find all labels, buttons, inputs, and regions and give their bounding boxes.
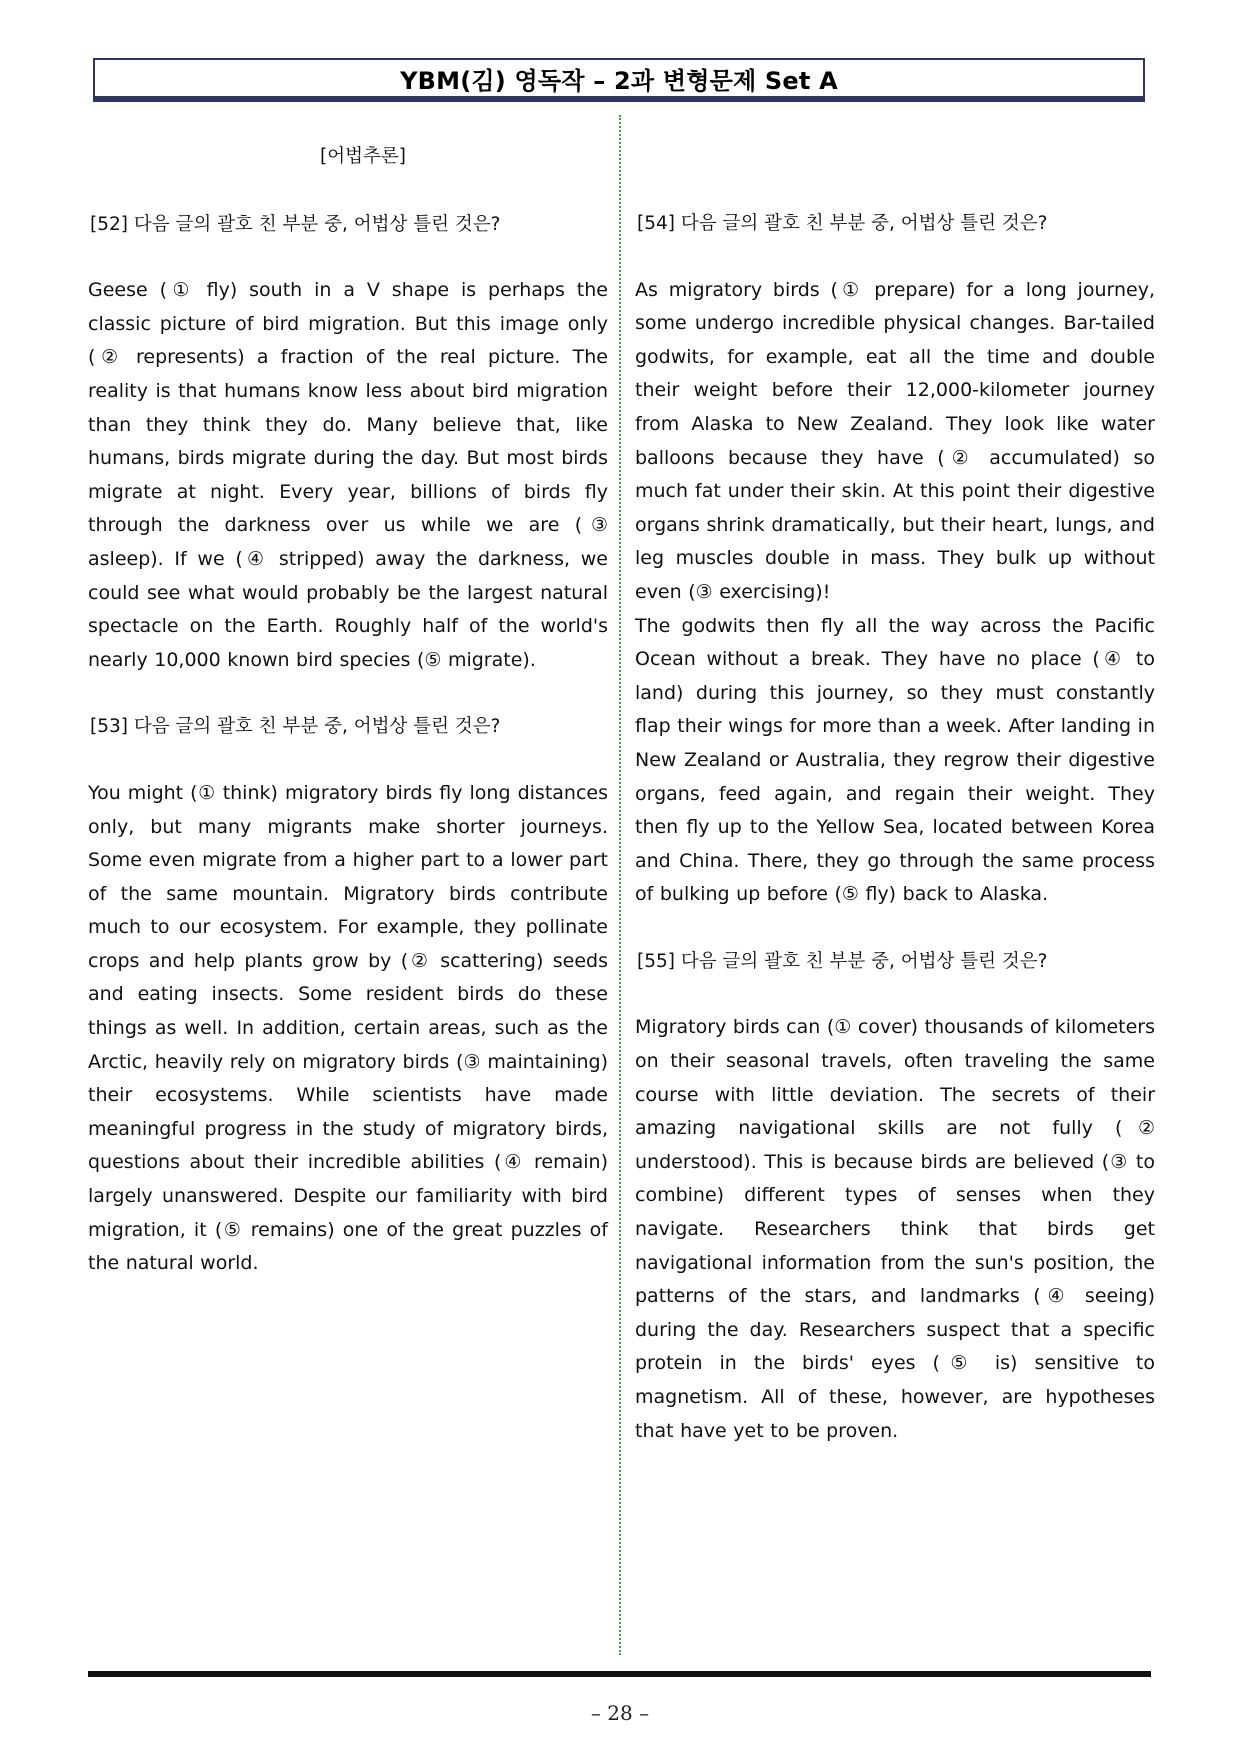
question-53-passage (88, 777, 608, 1281)
right-column (635, 140, 1155, 1481)
page-header (93, 58, 1145, 102)
left-column (88, 140, 608, 1314)
question-53-prompt: [53] 다음 글의 괄호 친 부분 중, 어법상 틀린 것은? (90, 716, 501, 738)
question-52-passage (88, 274, 608, 677)
footer-rule (88, 1671, 1151, 1677)
page-title: YBM(김) 영독작 – 2과 변형문제 Set A (400, 66, 838, 95)
question-55-passage (635, 1011, 1155, 1448)
question-54-prompt: [54] 다음 글의 괄호 친 부분 중, 어법상 틀린 것은? (637, 213, 1048, 234)
passage-paragraph: You might (① think) migratory birds fly long distances only, but many migrants make shorter journeys. Some even migrate from a higher part to a lower part of the same mountain. Migratory birds contribute much to our ecosystem. For example, they pollinate crops and help plants grow by (② scattering) seeds and eating insects. Some resident birds do these things as well. In addition, certain areas, such as the Arctic, heavily rely on migratory birds (③ maintaining) their ecosystems. While scientists have made meaningful progress in the study of migratory birds, questions about their incredible abilities (④ remain) largely unanswered. Despite our familiarity with bird migration, it (⑤ remains) one of the great puzzles of the natural world. (88, 781, 608, 1275)
passage-paragraph: As migratory birds (① prepare) for a long journey, some undergo incredible physical changes. Bar-tailed godwits, for example, eat all the time and double their weight before their 12,000-kilometer journey from Alaska to New Zealand. They look like water balloons because they have (② accumulated) so much fat under their skin. At this point their digestive organs shrink dramatically, but their heart, lungs, and leg muscles double in mass. They bulk up without even (③ exercising)! (635, 278, 1155, 603)
passage-paragraph: Migratory birds can (① cover) thousands of kilometers on their seasonal travels, often traveling the same course with little deviation. The secrets of their amazing navigational skills are not fully (② understood). This is because birds are believed (③ to combine) different types of senses when they navigate. Researchers think that birds get navigational information from the sun's position, the patterns of the stars, and landmarks (④ seeing) during the day. Researchers suspect that a specific protein in the birds' eyes (⑤ is) sensitive to magnetism. All of these, however, are hypotheses that have yet to be proven. (635, 1016, 1155, 1442)
passage-paragraph: The godwits then fly all the way across the Pacific Ocean without a break. They have no place (④ to land) during this journey, so they must constantly flap their wings for more than a week. After landing in New Zealand or Australia, they regrow their digestive organs, feed again, and regain their weight. They then fly up to the Yellow Sea, located between Korea and China. There, they go through the same process of bulking up before (⑤ fly) back to Alaska. (635, 614, 1155, 906)
section-label: [어법추론] (320, 146, 406, 167)
question-54-passage (635, 274, 1155, 912)
question-55-prompt: [55] 다음 글의 괄호 친 부분 중, 어법상 틀린 것은? (637, 950, 1048, 972)
page-number: – 28 – (590, 1701, 650, 1725)
question-52-prompt: [52] 다음 글의 괄호 친 부분 중, 어법상 틀린 것은? (90, 213, 501, 235)
passage-paragraph: Geese (① fly) south in a V shape is perhaps the classic picture of bird migration. But this image only (② represents) a fraction of the real picture. The reality is that humans know less about bird migration than they think they do. Many believe that, like humans, birds migrate during the day. But most birds migrate at night. Every year, billions of birds fly through the darkness over us while we are (③ asleep). If we (④ stripped) away the darkness, we could see what would probably be the largest natural spectacle on the Earth. Roughly half of the world's nearly 10,000 known bird species (⑤ migrate). (88, 279, 608, 671)
column-divider (619, 115, 621, 1655)
